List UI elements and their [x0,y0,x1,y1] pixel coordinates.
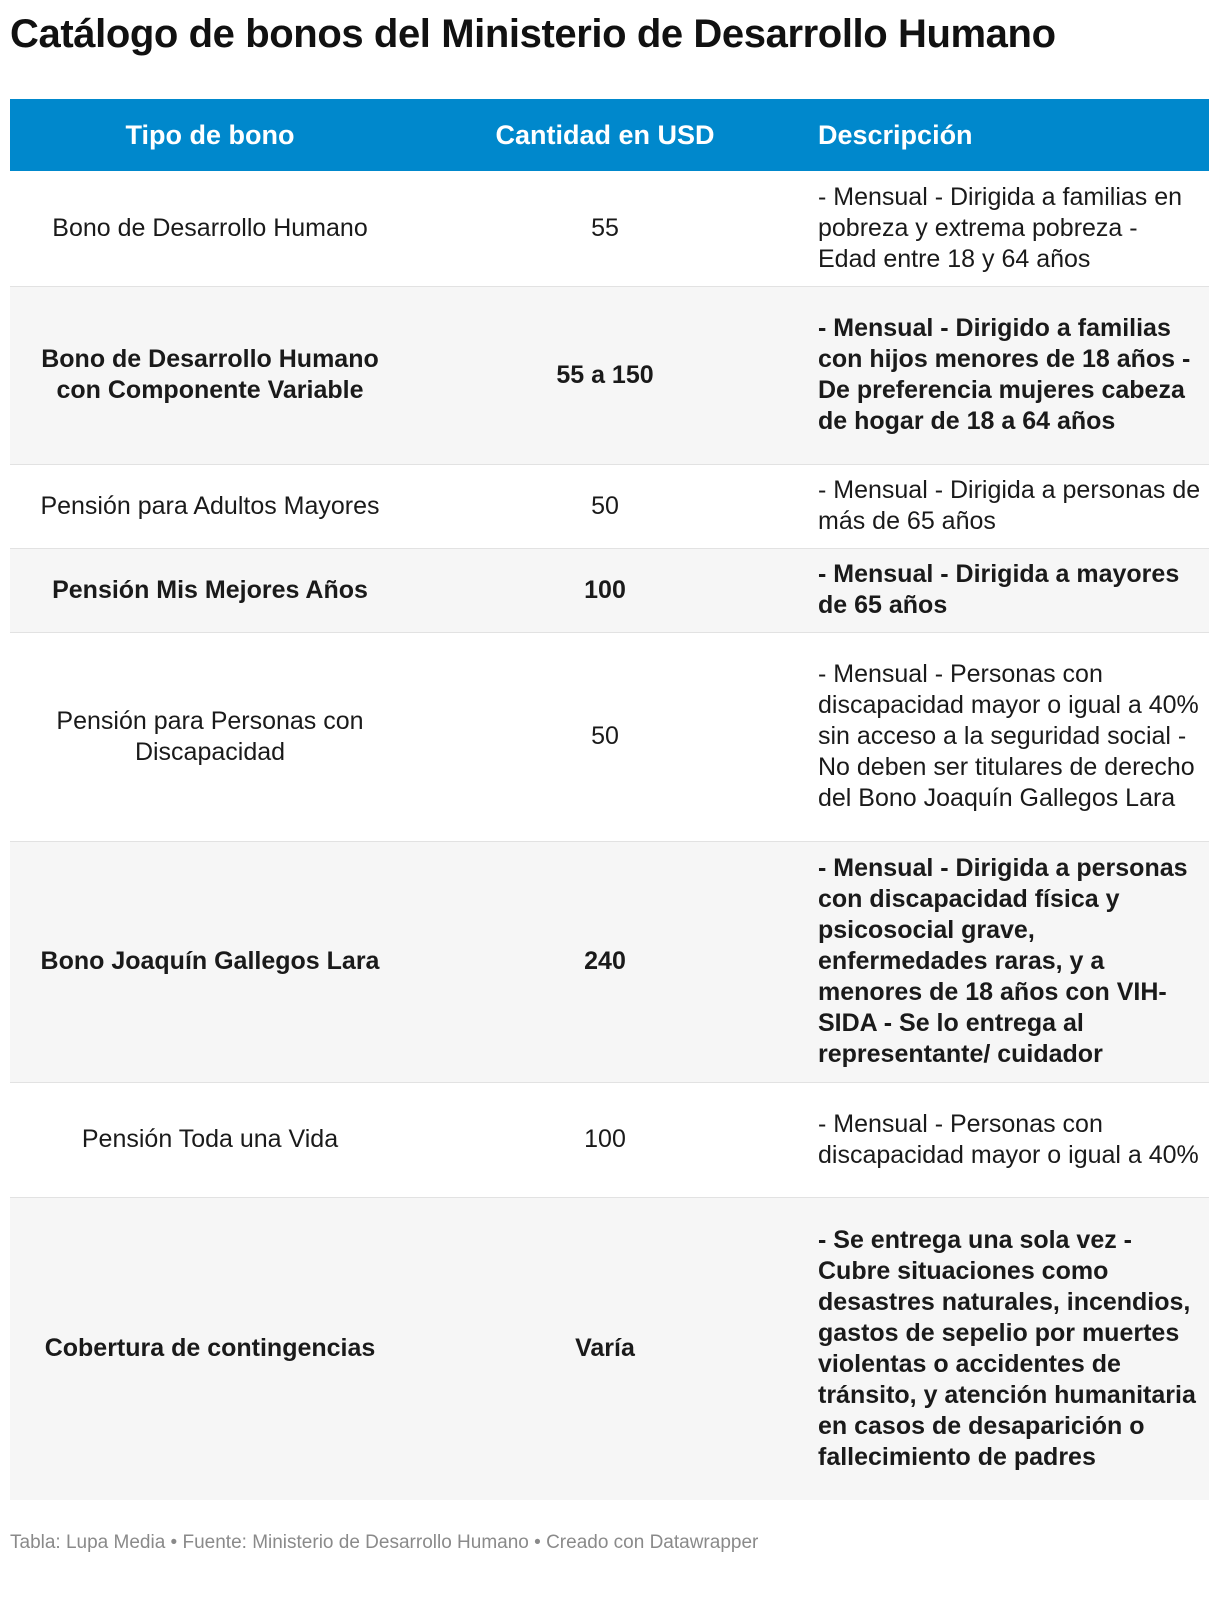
table-row [10,548,1209,632]
cell-tipo: Bono de Desarrollo Humano [10,171,410,286]
source-footer: Tabla: Lupa Media • Fuente: Ministerio de Desarrollo Humano • Creado con Datawrapper [10,1532,759,1553]
table-header [10,99,1209,171]
cell-tipo: Bono Joaquín Gallegos Lara [10,841,410,1082]
cell-tipo: Bono de Desarrollo Humano con Componente Variable [10,286,410,464]
cell-tipo: Pensión Toda una Vida [10,1082,410,1197]
cell-cantidad: 100 [410,1082,800,1197]
column-header-cantidad[interactable]: Cantidad en USD [410,99,800,171]
cell-cantidad: 50 [410,464,800,548]
table-row [10,464,1209,548]
table-body [10,171,1209,1500]
cell-cantidad: Varía [410,1197,800,1500]
cell-descripcion: - Mensual - Dirigido a familias con hijos menores de 18 años - De preferencia mujeres cabeza de hogar de 18 a 64 años [800,286,1209,464]
bonos-table [10,99,1209,1500]
cell-descripcion: - Se entrega una sola vez - Cubre situaciones como desastres naturales, incendios, gastos de sepelio por muertes violentas o accidentes de tránsito, y atención humanitaria en casos de desaparición o fallecimiento de padres [800,1197,1209,1500]
cell-tipo: Pensión Mis Mejores Años [10,548,410,632]
table-row [10,171,1209,286]
cell-cantidad: 55 a 150 [410,286,800,464]
cell-descripcion: - Mensual - Personas con discapacidad mayor o igual a 40% [800,1082,1209,1197]
page-title: Catálogo de bonos del Ministerio de Desarrollo Humano [10,12,1056,56]
cell-tipo: Pensión para Adultos Mayores [10,464,410,548]
table-row [10,1082,1209,1197]
cell-tipo: Pensión para Personas con Discapacidad [10,632,410,841]
cell-descripcion: - Mensual - Dirigida a personas de más de 65 años [800,464,1209,548]
column-header-descripcion[interactable]: Descripción [800,99,1209,171]
table-row [10,841,1209,1082]
header-row [10,99,1209,171]
table-row [10,286,1209,464]
cell-descripcion: - Mensual - Dirigida a mayores de 65 años [800,548,1209,632]
cell-descripcion: - Mensual - Personas con discapacidad mayor o igual a 40% sin acceso a la seguridad social - No deben ser titulares de derecho del Bono Joaquín Gallegos Lara [800,632,1209,841]
cell-tipo: Cobertura de contingencias [10,1197,410,1500]
table-row [10,1197,1209,1500]
column-header-tipo[interactable]: Tipo de bono [10,99,410,171]
table-row [10,632,1209,841]
cell-descripcion: - Mensual - Dirigida a personas con discapacidad física y psicosocial grave, enfermedades raras, y a menores de 18 años con VIH-SIDA - Se lo entrega al representante/ cuidador [800,841,1209,1082]
cell-cantidad: 50 [410,632,800,841]
cell-cantidad: 55 [410,171,800,286]
cell-cantidad: 100 [410,548,800,632]
cell-descripcion: - Mensual - Dirigida a familias en pobreza y extrema pobreza - Edad entre 18 y 64 años [800,171,1209,286]
cell-cantidad: 240 [410,841,800,1082]
